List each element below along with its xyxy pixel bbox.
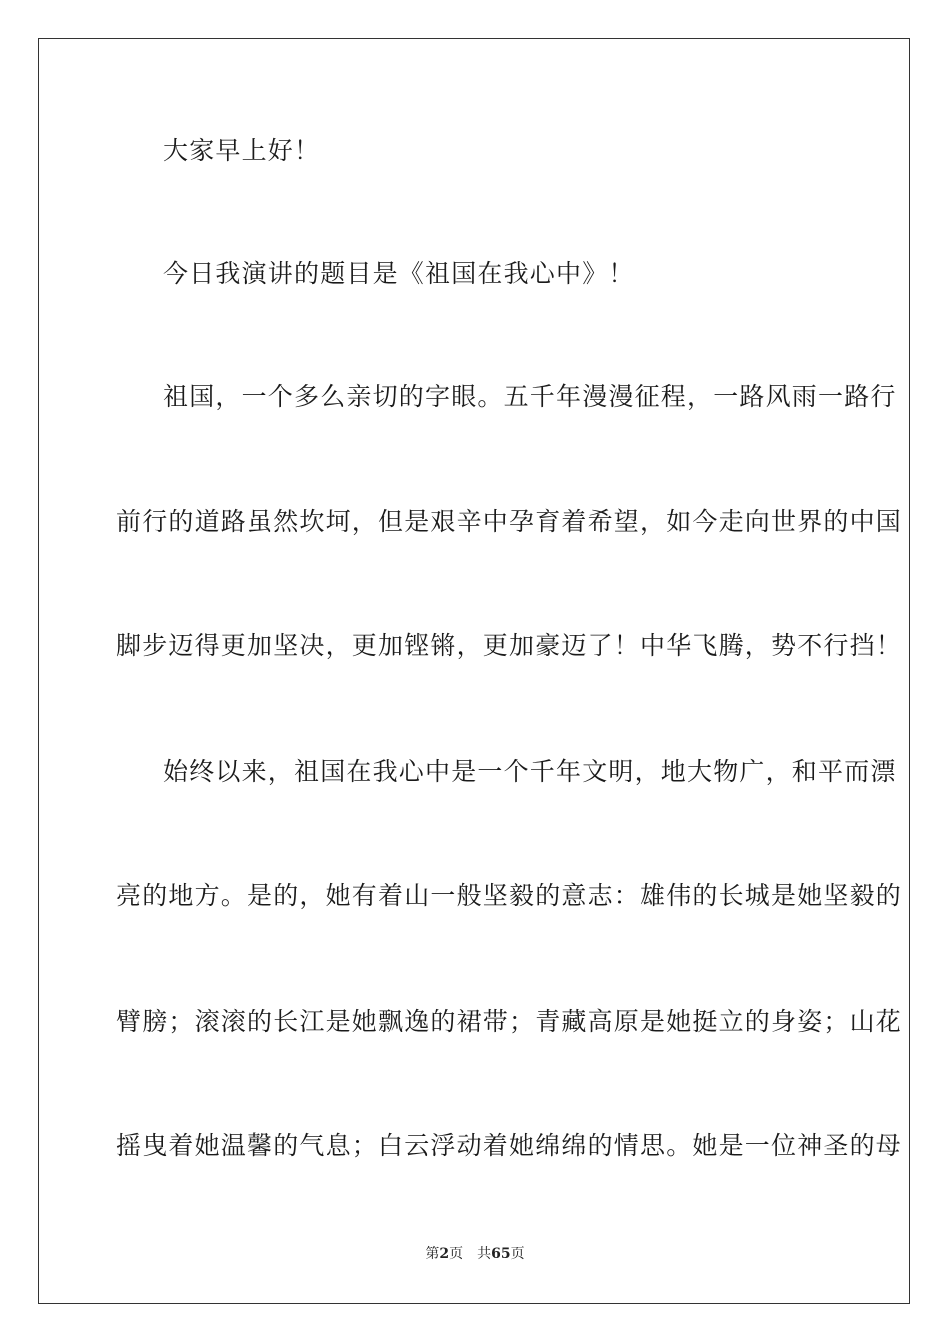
page-footer [0,1244,950,1264]
page-current: 2 [439,1246,450,1262]
paragraph-line: 脚步迈得更加坚决，更加铿锵，更加豪迈了！中华飞腾，势不行挡！ [116,631,903,660]
paragraph-line: 祖国，一个多么亲切的字眼。五千年漫漫征程，一路风雨一路行 [163,382,897,411]
paragraph-line: 前行的道路虽然坎坷，但是艰辛中孕育着希望，如今走向世界的中国 [116,507,903,536]
topic-line: 今日我演讲的题目是《祖国在我心中》！ [163,259,635,288]
total-unit: 页 [510,1246,525,1262]
page-border [38,38,910,1304]
total-prefix: 共 [477,1246,492,1262]
paragraph-line: 始终以来，祖国在我心中是一个千年文明，地大物广，和平而漂 [163,757,897,786]
page-total: 65 [491,1246,511,1262]
paragraph-line: 亮的地方。是的，她有着山一般坚毅的意志：雄伟的长城是她坚毅的 [116,881,903,910]
paragraph-line: 摇曳着她温馨的气息；白云浮动着她绵绵的情思。她是一位神圣的母 [116,1131,903,1160]
page-unit: 页 [449,1246,464,1262]
page-prefix: 第 [425,1246,440,1262]
greeting-line: 大家早上好！ [163,136,321,165]
paragraph-line: 臂膀；滚滚的长江是她飘逸的裙带；青藏高原是她挺立的身姿；山花 [116,1007,903,1036]
